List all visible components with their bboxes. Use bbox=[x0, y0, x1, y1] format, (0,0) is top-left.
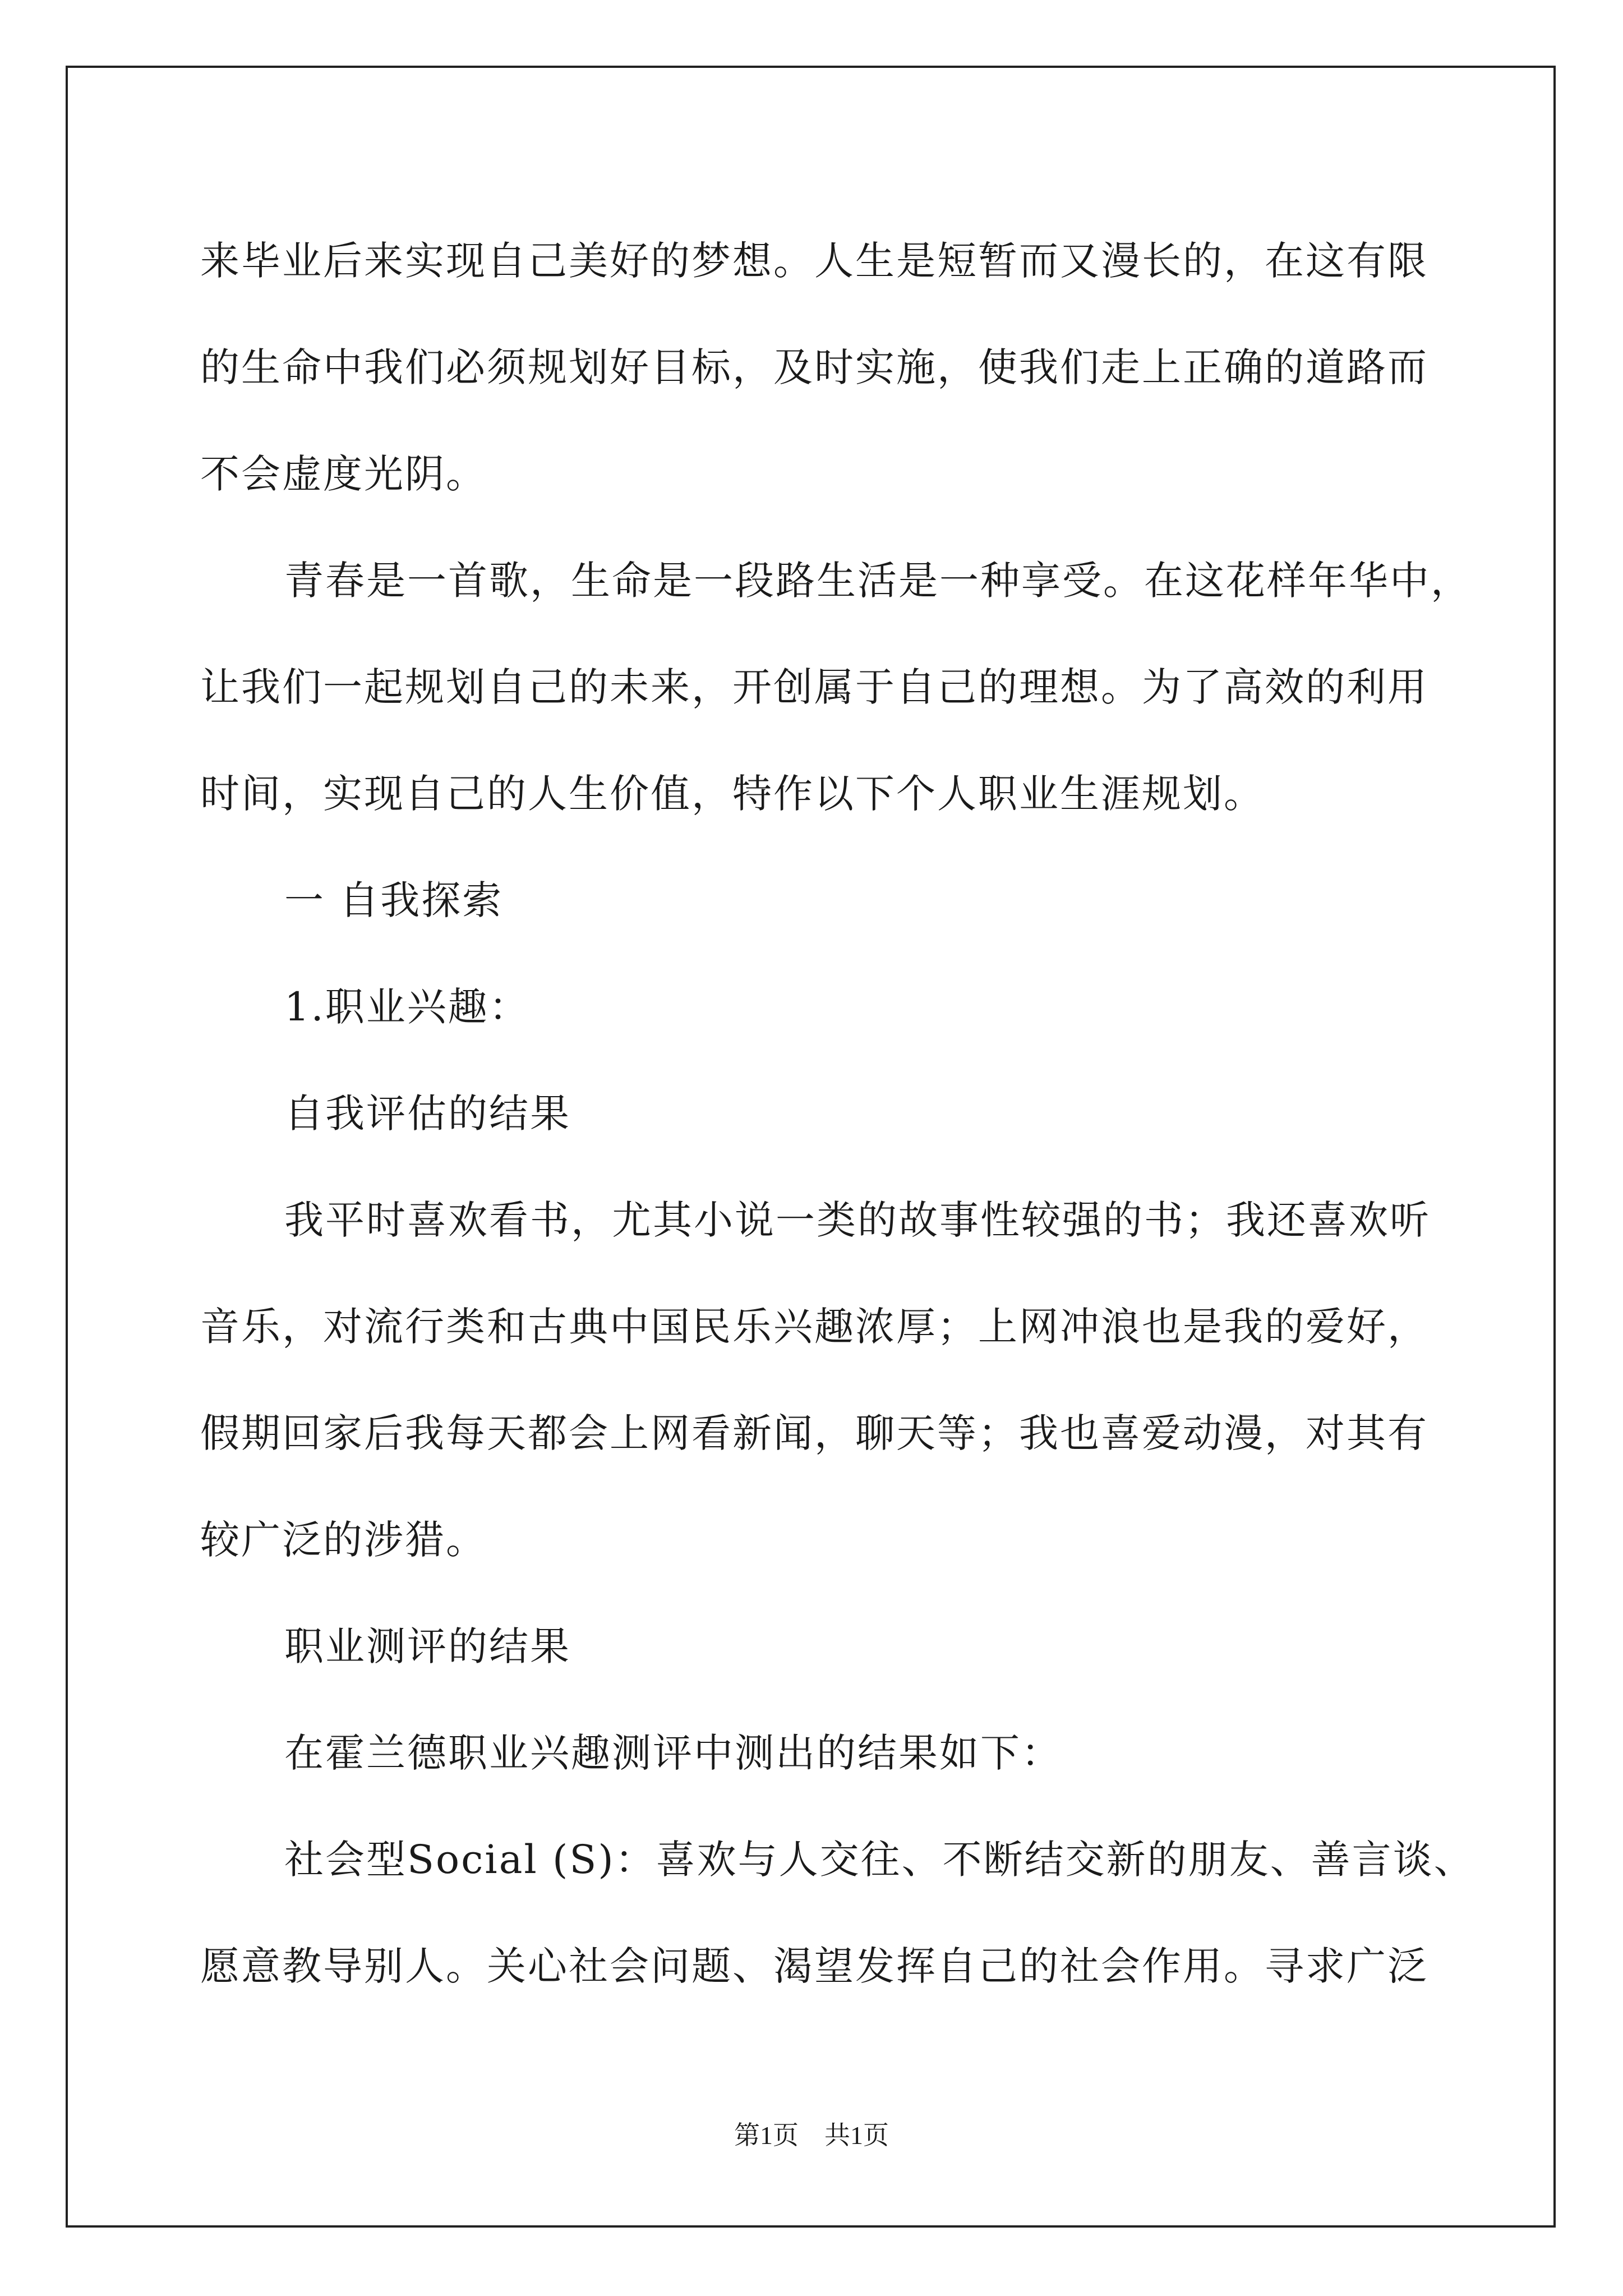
paragraph bbox=[200, 1167, 1434, 1593]
text-line: 自我评估的结果 bbox=[284, 1091, 571, 1137]
text-line: 来毕业后来实现自己美好的梦想。人生是短暂而又漫长的，在这有限 bbox=[200, 238, 1428, 284]
paragraph bbox=[200, 1593, 1434, 1700]
paragraph bbox=[200, 847, 1434, 954]
text-line: 1.职业兴趣： bbox=[284, 984, 530, 1030]
text-line: 青春是一首歌，生命是一段路生活是一种享受。在这花样年华中， bbox=[284, 558, 1472, 604]
text-line: 一 自我探索 bbox=[284, 877, 504, 923]
paragraph bbox=[200, 1806, 1475, 2019]
text-line: 愿意教导别人。关心社会问题、渴望发挥自己的社会作用。寻求广泛 bbox=[200, 1943, 1428, 1989]
text-line: 音乐，对流行类和古典中国民乐兴趣浓厚；上网冲浪也是我的爱好， bbox=[200, 1304, 1428, 1350]
paragraph bbox=[200, 1700, 1434, 1806]
page-footer: 第1页 共1页 bbox=[734, 2121, 889, 2150]
text-line: 较广泛的涉猎。 bbox=[200, 1517, 487, 1563]
text-line: 假期回家后我每天都会上网看新闻，聊天等；我也喜爱动漫，对其有 bbox=[200, 1410, 1428, 1456]
text-line: 时间，实现自己的人生价值，特作以下个人职业生涯规划。 bbox=[200, 771, 1265, 817]
text-line: 不会虚度光阴。 bbox=[200, 451, 487, 497]
text-line: 社会型Social (S)：喜欢与人交往、不断结交新的朋友、善言谈、 bbox=[284, 1837, 1475, 1883]
text-line: 让我们一起规划自己的未来，开创属于自己的理想。为了高效的利用 bbox=[200, 664, 1428, 710]
text-line: 职业测评的结果 bbox=[284, 1623, 571, 1669]
paragraph bbox=[200, 527, 1472, 847]
document-body bbox=[200, 208, 1475, 2019]
paragraph bbox=[200, 208, 1434, 527]
paragraph bbox=[200, 954, 1434, 1060]
text-line: 在霍兰德职业兴趣测评中测出的结果如下： bbox=[284, 1730, 1062, 1776]
text-line: 我平时喜欢看书，尤其小说一类的故事性较强的书；我还喜欢听 bbox=[284, 1197, 1431, 1243]
text-line: 的生命中我们必须规划好目标，及时实施，使我们走上正确的道路而 bbox=[200, 344, 1428, 390]
paragraph bbox=[200, 1060, 1434, 1167]
